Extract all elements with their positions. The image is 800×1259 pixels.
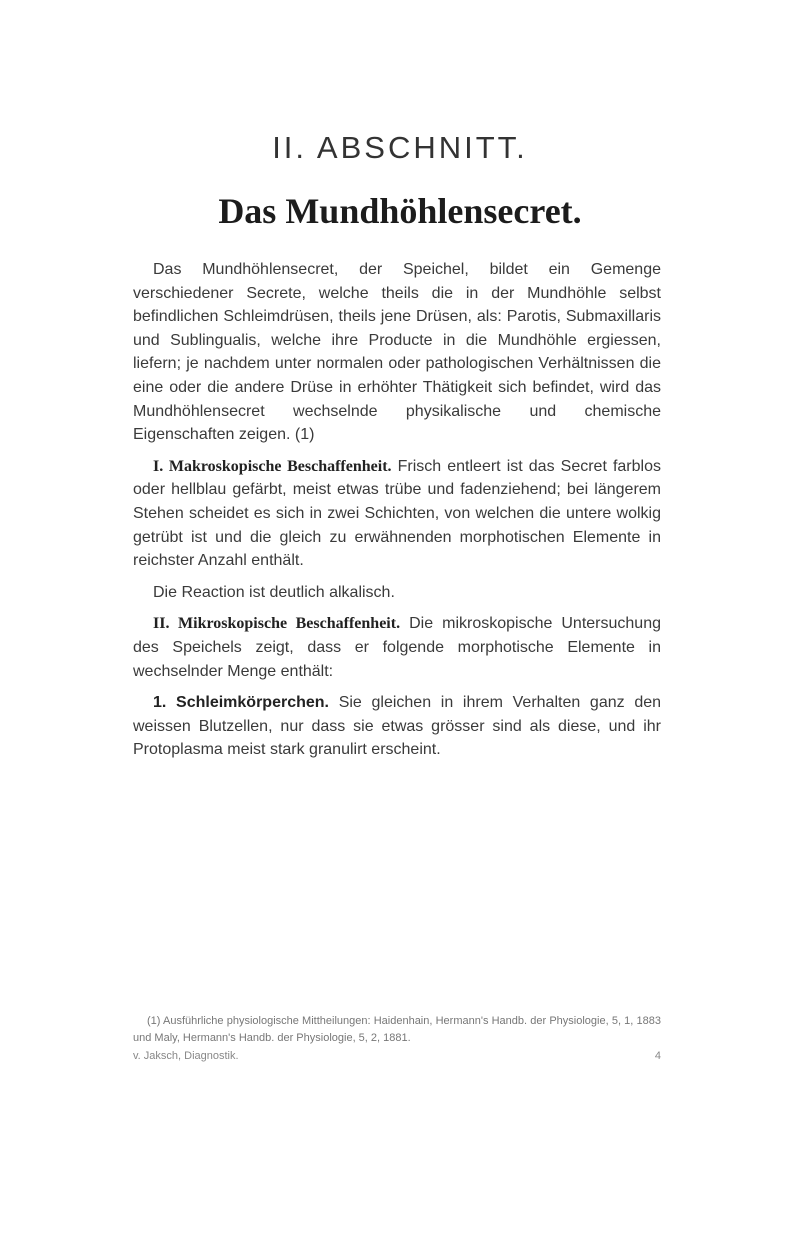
mucus-corpuscles-paragraph [133, 691, 661, 762]
macroscopic-text: Frisch entleert ist das Secret farblos oder hellblau gefärbt, meist etwas trübe und fadenziehend; bei längerem Stehen scheidet es sich in zwei Schichten, von welchen die untere wolkig getrübt ist und die gleich zu erwähnenden morphotischen Elemente in reichster Anzahl enthält. [133, 457, 661, 570]
chapter-title: Das Mundhöhlensecret. [218, 191, 582, 231]
microscopic-text: Die mikroskopische Untersuchung des Speichels zeigt, dass er folgende morphotische Elemente in wechselnder Menge enthält: [133, 615, 661, 680]
footnote-text: (1) Ausführliche physiologische Mittheilungen: Haidenhain, Hermann's Handb. der Physiologie, 5, 1, 1883 und Maly, Hermann's Handb. der Physiologie, 5, 2, 1881. [133, 1015, 661, 1044]
macroscopic-heading: I. Makroskopische Beschaffenheit. [153, 457, 392, 475]
microscopic-heading: II. Mikroskopische Beschaffenheit. [153, 615, 401, 633]
sheet-number: 4 [654, 1050, 661, 1062]
section-heading: II. ABSCHNITT. [272, 130, 528, 165]
body-text [133, 258, 661, 770]
reaction-paragraph: Die Reaction ist deutlich alkalisch. [153, 583, 395, 601]
signature-line [133, 1050, 661, 1062]
signature-author: v. Jaksch, Diagnostik. [133, 1050, 239, 1062]
macroscopic-paragraph [133, 455, 661, 573]
microscopic-paragraph [133, 612, 661, 683]
mucus-corpuscles-heading: 1. Schleimkörperchen. [153, 694, 329, 712]
footnote [133, 1013, 661, 1047]
intro-paragraph: Das Mundhöhlensecret, der Speichel, bildet ein Gemenge verschiedener Secrete, welche theils die in der Mundhöhle selbst befindlichen Schleimdrüsen, theils jene Drüsen, als: Parotis, Submaxillaris und Sublingualis, welche ihre Producte in die Mundhöhle ergiessen, liefern; je nachdem unter normalen oder pathologischen Verhältnissen die eine oder die andere Drüse in erhöhter Thätigkeit sich befindet, wird das Mundhöhlensecret wechselnde physikalische und chemische Eigenschaften zeigen. (1) [133, 261, 661, 444]
mucus-corpuscles-text: Sie gleichen in ihrem Verhalten ganz den weissen Blutzellen, nur dass sie etwas grösser sind als diese, und ihr Protoplasma meist stark granulirt erscheint. [133, 694, 662, 759]
